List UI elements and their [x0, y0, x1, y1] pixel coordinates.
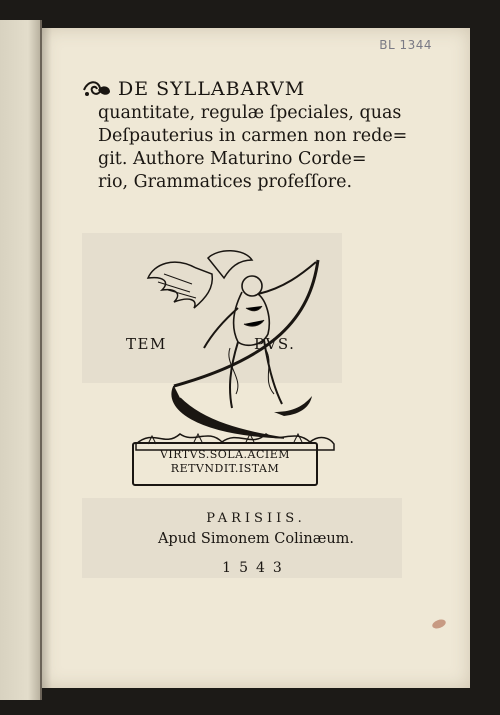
emblem-word-right: PVS.	[254, 335, 296, 353]
title-first-line	[82, 78, 432, 100]
title-line: rio, Grammatices profeſſore.	[98, 172, 353, 192]
title-line: git. Authore Maturino Corde=	[98, 149, 367, 169]
title-line: Deſpauterius in carmen non rede=	[98, 126, 408, 146]
shelfmark-annotation: BL 1344	[379, 38, 432, 52]
title-heading: DE SYLLABARVM	[118, 78, 306, 100]
facing-page-edge	[0, 20, 42, 700]
imprint-year: 1543	[222, 560, 290, 576]
title-subtitle	[98, 102, 432, 194]
motto-line: RETVNDIT.ISTAM	[170, 462, 280, 475]
paper-stain	[431, 618, 447, 630]
motto-cartouche	[132, 442, 318, 486]
title-line: quantitate, regulæ ſpeciales, quas	[98, 103, 402, 123]
fleuron-icon	[82, 78, 112, 100]
emblem-word-left: TEM	[126, 335, 167, 353]
title-page	[42, 28, 470, 688]
imprint-city: PARISIIS.	[206, 511, 306, 526]
title-block	[82, 78, 432, 194]
spine-shadow	[42, 28, 52, 688]
imprint-printer: Apud Simonem Colinæum.	[157, 531, 355, 547]
motto-line: VIRTVS.SOLA.ACIEM	[159, 448, 291, 461]
